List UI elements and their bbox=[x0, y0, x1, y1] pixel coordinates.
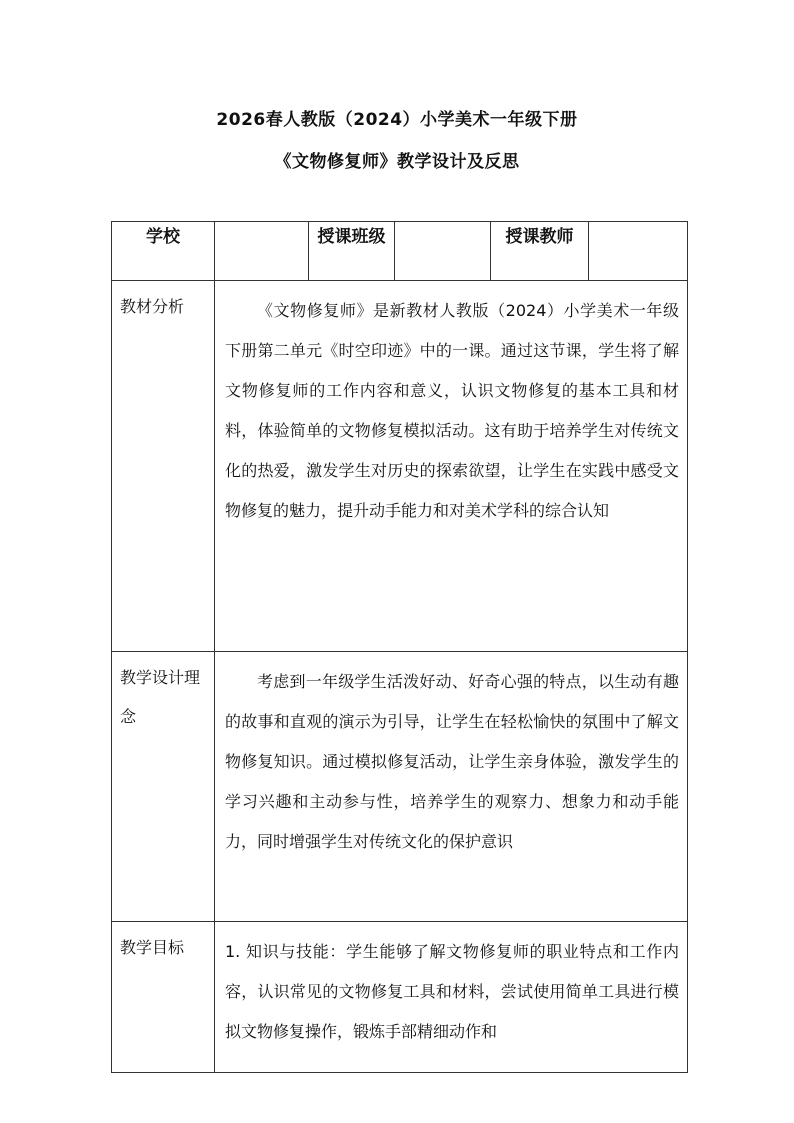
teaching-goals-text: 1. 知识与技能：学生能够了解文物修复师的职业特点和工作内容，认识常见的文物修复工具和材料，尝试使用简单工具进行模拟文物修复操作，锻炼手部精细动作和 bbox=[225, 942, 679, 1041]
material-analysis-text: 《文物修复师》是新教材人教版（2024）小学美术一年级下册第二单元《时空印迹》中的一课。通过这节课，学生将了解文物修复师的工作内容和意义，认识文物修复的基本工具和材料，体验简单的文物修复模拟活动。这有助于培养学生对传统文化的热爱，激发学生对历史的探索欲望，让学生在实践中感受文物修复的魅力，提升动手能力和对美术学科的综合认知 bbox=[225, 301, 679, 520]
row-content-material-analysis bbox=[215, 281, 688, 652]
school-value-cell[interactable] bbox=[215, 222, 309, 281]
row-label-teaching-goals: 教学目标 bbox=[112, 922, 215, 1073]
row-label-design-concept: 教学设计理念 bbox=[112, 652, 215, 922]
document-subtitle: 《文物修复师》教学设计及反思 bbox=[274, 152, 520, 172]
row-content-teaching-goals bbox=[215, 922, 688, 1073]
class-label: 授课班级 bbox=[309, 222, 395, 281]
school-label: 学校 bbox=[112, 222, 215, 281]
table-row bbox=[112, 922, 688, 1073]
design-concept-text: 考虑到一年级学生活泼好动、好奇心强的特点，以生动有趣的故事和直观的演示为引导，让学生在轻松愉快的氛围中了解文物修复知识。通过模拟修复活动，让学生亲身体验，激发学生的学习兴趣和主动参与性，培养学生的观察力、想象力和动手能力，同时增强学生对传统文化的保护意识 bbox=[225, 672, 679, 851]
header-row bbox=[112, 222, 688, 281]
class-value-cell[interactable] bbox=[395, 222, 491, 281]
table-row bbox=[112, 281, 688, 652]
teacher-value-cell[interactable] bbox=[589, 222, 688, 281]
document-title: 2026春人教版（2024）小学美术一年级下册 bbox=[216, 110, 578, 130]
teacher-label: 授课教师 bbox=[491, 222, 589, 281]
table-row bbox=[112, 652, 688, 922]
row-content-design-concept bbox=[215, 652, 688, 922]
lesson-plan-table bbox=[111, 221, 688, 1073]
row-label-material-analysis: 教材分析 bbox=[112, 281, 215, 652]
